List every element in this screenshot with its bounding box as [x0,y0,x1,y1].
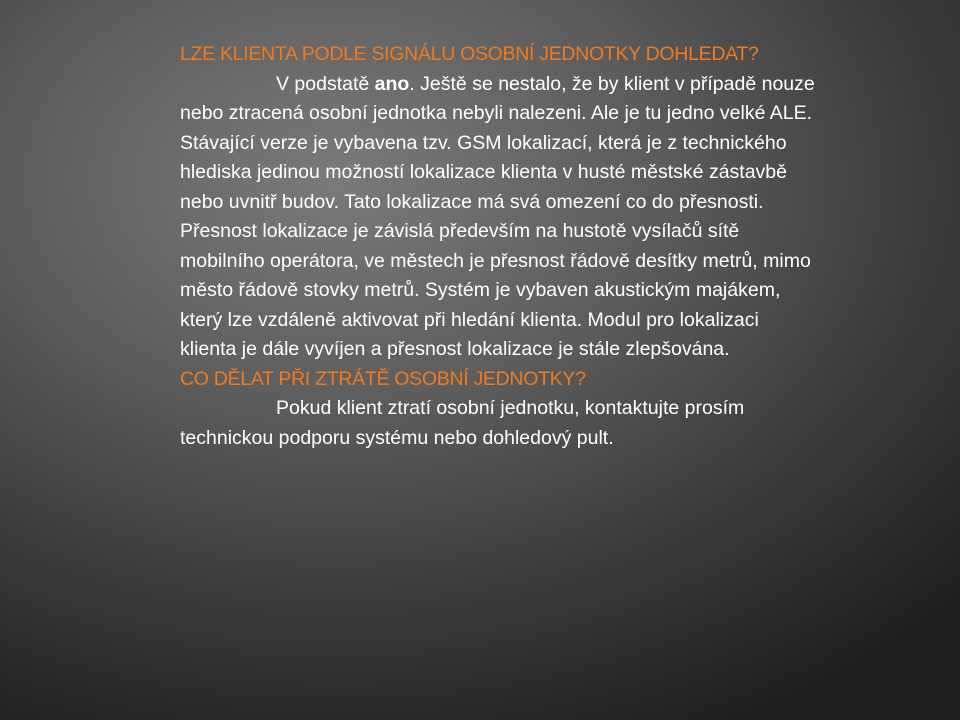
answer-emphasis: ano [374,72,410,95]
question-heading-locate: LZE KLIENTA PODLE SIGNÁLU OSOBNÍ JEDNOTKY DOHLEDAT? [180,43,759,65]
answer-body: . Ještě se nestalo, že by klient v případě nouze nebo ztracená osobní jednotka nebyli nalezeni. Ale je tu jedno velké ALE. Stávající verze je vybavena tzv. GSM lokalizací, která je z technického hlediska jedinou možností lokalizace klienta v husté městské zástavbě nebo uvnitř budov. Tato lokalizace má svá omezení co do přesnosti. Přesnost lokalizace je závislá především na hustotě vysílačů sítě mobilního operátora, ve městech je přesnost řádově desítky metrů, mimo město řádově stovky metrů. Systém je vybaven akustickým majákem, který lze vzdáleně aktivovat při hledání klienta. Modul pro lokalizaci klienta je dále vyvíjen a přesnost lokalizace je stále zlepšována. [180,72,815,360]
question-heading-lost-unit: CO DĚLAT PŘI ZTRÁTĚ OSOBNÍ JEDNOTKY? [180,367,586,390]
slide-content [180,40,820,453]
answer-paragraph-lost-unit [180,394,820,453]
answer-paragraph-locate [180,70,820,365]
answer-prefix: V podstatě [276,72,375,95]
answer-lost-unit-text: Pokud klient ztratí osobní jednotku, kontaktujte prosím technickou podporu systému nebo dohledový pult. [180,397,745,449]
